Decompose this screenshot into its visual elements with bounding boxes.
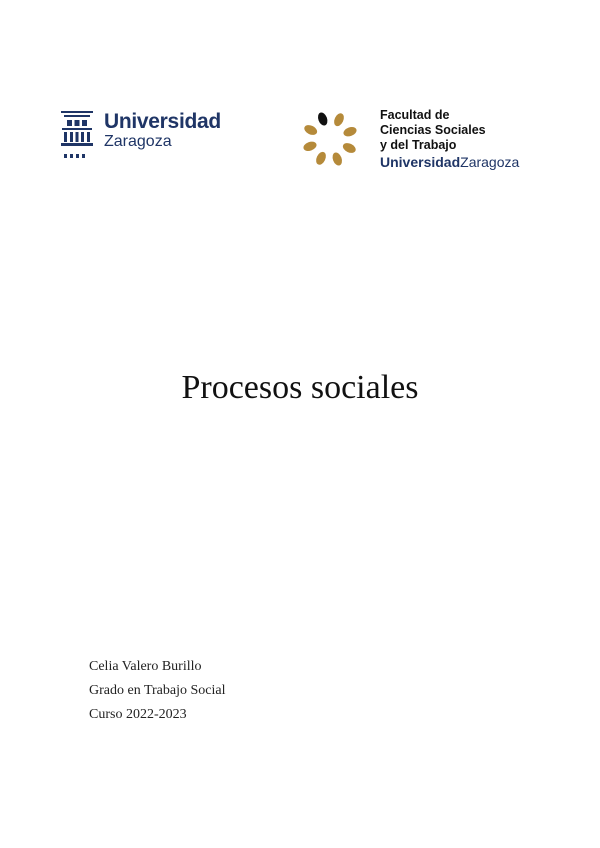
- faculty-university-bold: Universidad: [380, 154, 461, 170]
- university-name: Universidad: [104, 110, 221, 133]
- author-name: Celia Valero Burillo: [89, 659, 202, 674]
- degree-name: Grado en Trabajo Social: [89, 683, 226, 698]
- faculty-university-regular: Zaragoza: [460, 154, 520, 170]
- faculty-line: y del Trabajo: [380, 138, 457, 152]
- course-year: Curso 2022-2023: [89, 707, 187, 722]
- university-logo: [58, 108, 228, 160]
- faculty-university-line: [380, 154, 519, 171]
- faculty-flower-icon: [300, 108, 360, 170]
- faculty-name: [380, 108, 486, 153]
- faculty-line: Facultad de: [380, 108, 450, 122]
- document-title: Procesos sociales: [181, 369, 419, 406]
- faculty-line: Ciencias Sociales: [380, 123, 486, 137]
- university-seal-icon: [58, 110, 96, 160]
- university-city: Zaragoza: [104, 133, 172, 150]
- faculty-logo: [300, 106, 540, 172]
- document-meta: [89, 655, 225, 727]
